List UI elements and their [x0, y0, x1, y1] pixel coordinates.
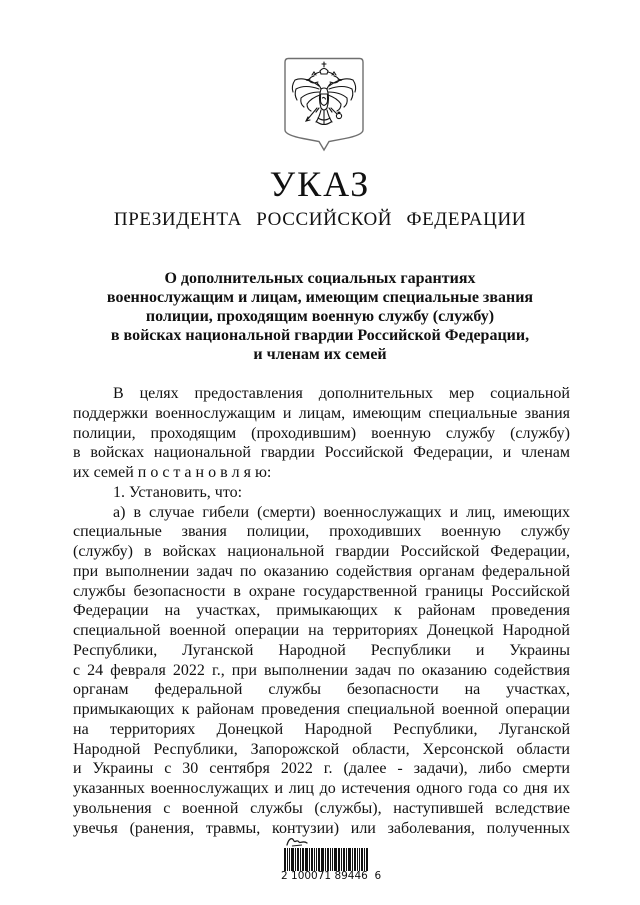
barcode-digits: 2 100071 89446 6	[281, 870, 382, 882]
body-line: 1. Установить, что:	[113, 483, 243, 501]
handwritten-mark-icon	[285, 835, 313, 848]
decree-title	[70, 269, 570, 364]
barcode-icon	[284, 848, 368, 871]
body-line: специальные звания полиции, проходивших военную службу	[73, 523, 570, 541]
body-line: органам федеральной службы безопасности на участках,	[73, 681, 570, 699]
body-line: при выполнении задач по оказанию содействия органам федеральной	[73, 562, 570, 580]
body-line: В целях предоставления дополнительных мер социальной	[113, 385, 570, 402]
body-line: службы безопасности в охране государственной границы Российской	[73, 582, 570, 600]
body-line: полиции, проходящим (проходившим) военную службу (службу)	[73, 424, 570, 442]
body-line: их семей п о с т а н о в л я ю:	[73, 464, 272, 481]
body-line: в войсках национальной гвардии Российской Федерации, и членам	[73, 444, 570, 462]
decree-title-line: военнослужащим и лицам, имеющим специальные звания	[106, 289, 534, 306]
decree-title-line: полиции, проходящим военную службу (службу)	[145, 308, 495, 325]
body-line: на территориях Донецкой Народной Республики, Луганской	[73, 720, 570, 738]
decree-title-line: О дополнительных социальных гарантиях	[164, 270, 476, 287]
body-line: Народной Республики, Запорожской области, Херсонской области	[73, 740, 570, 758]
barcode-block	[281, 835, 382, 882]
body-line: увечья (ранения, травмы, контузии) или заболевания, полученных	[73, 819, 570, 837]
body-line: указанных военнослужащих и лиц до истечения одного года со дня их	[73, 780, 570, 797]
document-kind-heading: УКАЗ	[269, 164, 371, 204]
body-line: Республики, Луганской Народной Республики и Украины	[73, 641, 570, 659]
issuing-authority-heading: ПРЕЗИДЕНТА РОССИЙСКОЙ ФЕДЕРАЦИИ	[113, 209, 527, 230]
body-line: с 24 февраля 2022 г., при выполнении задач по оказанию содействия	[73, 661, 570, 679]
body-line: поддержки военнослужащим и лицам, имеющим специальные звания	[73, 404, 570, 422]
russian-coat-of-arms-icon	[283, 56, 365, 154]
body-line: примыкающих к районам проведения специальной военной операции	[73, 701, 570, 718]
body-line: а) в случае гибели (смерти) военнослужащих и лиц, имеющих	[113, 503, 570, 521]
body-line: Федерации на участках, примыкающих к районам проведения	[73, 602, 570, 620]
body-line: специальной военной операции на территориях Донецкой Народной	[73, 622, 570, 639]
decree-body	[73, 384, 570, 838]
body-line: увольнения с военной службы (службы), наступившей вследствие	[73, 799, 570, 817]
decree-title-line: в войсках национальной гвардии Российской Федерации,	[110, 327, 530, 344]
body-line: (службу) в войсках национальной гвардии Российской Федерации,	[73, 543, 570, 560]
decree-title-line: и членам их семей	[253, 346, 387, 363]
body-line: и Украины с 30 сентября 2022 г. (далее - задачи), либо смерти	[73, 760, 570, 778]
